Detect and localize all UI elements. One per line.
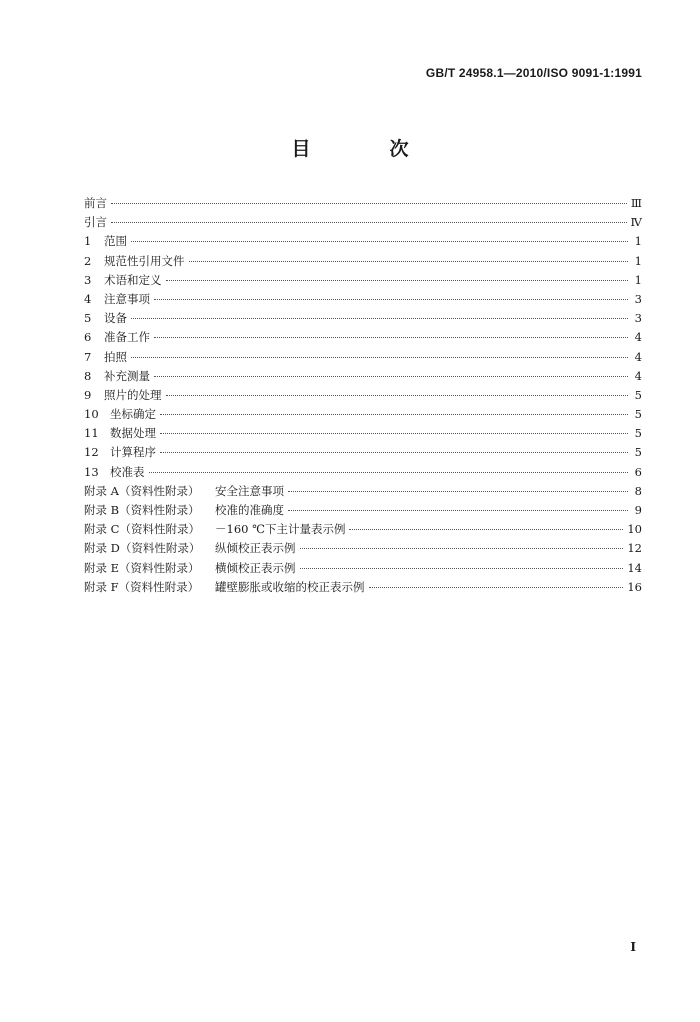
dot-leader [288, 510, 628, 511]
toc-entry-label [84, 310, 127, 326]
toc-entry[interactable] [84, 406, 642, 425]
toc-entry-page: 16 [627, 579, 642, 594]
toc-entry-title: 罐壁膨胀或收缩的校正表示例 [215, 579, 365, 594]
dot-leader [166, 280, 629, 281]
toc-entry-page: Ⅲ [630, 196, 642, 210]
toc-entry-title: 校准表 [110, 464, 145, 479]
dot-leader [160, 433, 628, 434]
toc-entry[interactable] [84, 502, 642, 521]
toc-entry-appendix: 附录 C（资料性附录） [84, 522, 200, 537]
toc-entry-page: 4 [634, 368, 642, 383]
toc-entry-page: 5 [634, 407, 642, 422]
toc-entry-label [84, 253, 185, 269]
toc-entry-title: 术语和定义 [104, 272, 162, 287]
toc-entry[interactable] [84, 444, 642, 463]
toc-entry[interactable] [84, 195, 642, 214]
toc-entry-number: 12 [84, 445, 99, 460]
dot-leader [189, 261, 629, 262]
toc-entry-label [84, 560, 296, 576]
dot-leader [369, 587, 624, 588]
toc-entry-number: 11 [84, 426, 99, 441]
toc-entry[interactable] [84, 464, 642, 483]
toc-entry-page: 5 [634, 387, 642, 402]
toc-entry[interactable] [84, 425, 642, 444]
toc-entry[interactable] [84, 310, 642, 329]
toc-entry-title: 注意事项 [104, 291, 150, 306]
toc-entry-number: 4 [84, 291, 92, 306]
dot-leader [111, 203, 627, 204]
toc-entry-appendix: 附录 B（资料性附录） [84, 503, 200, 517]
toc-entry-page: 4 [634, 330, 642, 345]
toc-entry[interactable] [84, 253, 642, 272]
dot-leader [131, 241, 628, 242]
toc-entry-label [84, 272, 162, 288]
page-number: I [630, 940, 636, 954]
toc-entry-appendix: 附录 E（资料性附录） [84, 560, 200, 575]
toc-entry-page: Ⅳ [630, 215, 642, 230]
toc-entry[interactable] [84, 483, 642, 502]
dot-leader [111, 222, 627, 223]
toc-entry-title: 数据处理 [110, 426, 156, 441]
toc-entry-label [84, 406, 156, 422]
toc-entry-title: 引言 [84, 215, 107, 230]
toc-entry-appendix: 附录 D（资料性附录） [84, 541, 201, 556]
toc-entry[interactable] [84, 368, 642, 387]
toc-entry[interactable] [84, 540, 642, 559]
toc-entry-title: 准备工作 [104, 330, 150, 345]
toc-entry-title: 纵倾校正表示例 [215, 541, 296, 556]
toc-entry-number: 5 [84, 311, 92, 326]
dot-leader [154, 376, 628, 377]
toc-entry-title: －160 ℃下主计量表示例 [215, 522, 346, 537]
toc-entry[interactable] [84, 579, 642, 598]
toc-entry-title: 坐标确定 [110, 407, 156, 422]
toc-entry-label [84, 195, 107, 211]
dot-leader [149, 472, 629, 473]
toc-entry-label [84, 349, 127, 365]
toc-entry-title: 校准的准确度 [215, 503, 284, 517]
toc-entry-appendix: 附录 F（资料性附录） [84, 579, 200, 594]
toc-entry-page: 5 [634, 445, 642, 460]
dot-leader [300, 568, 624, 569]
toc-entry-label [84, 521, 345, 537]
dot-leader [154, 299, 628, 300]
dot-leader [349, 529, 623, 530]
toc-entry-page: 4 [634, 349, 642, 364]
toc-entry-number: 7 [84, 349, 92, 364]
toc-entry-title: 前言 [84, 196, 107, 210]
toc-entry-label [84, 540, 296, 556]
toc-entry-label [84, 579, 365, 595]
dot-leader [160, 452, 628, 453]
toc-entry-label [84, 368, 150, 384]
toc-entry-page: 10 [627, 522, 642, 537]
table-of-contents [84, 195, 642, 598]
toc-entry-number: 1 [84, 234, 92, 249]
toc-entry-title: 安全注意事项 [215, 483, 284, 498]
toc-entry-label [84, 387, 162, 403]
toc-entry-page: 14 [627, 560, 642, 575]
toc-entry-page: 12 [627, 541, 642, 556]
toc-entry[interactable] [84, 272, 642, 291]
toc-entry-label [84, 464, 145, 480]
toc-entry-number: 3 [84, 272, 92, 287]
toc-entry[interactable] [84, 387, 642, 406]
standard-code: GB/T 24958.1—2010/ISO 9091-1:1991 [425, 66, 642, 80]
toc-entry[interactable] [84, 214, 642, 233]
toc-entry-page: 8 [634, 483, 642, 498]
dot-leader [154, 337, 628, 338]
toc-entry-number: 8 [84, 368, 92, 383]
toc-entry-label [84, 444, 156, 460]
toc-entry[interactable] [84, 233, 642, 252]
toc-entry-page: 9 [634, 503, 642, 517]
toc-entry-page: 5 [634, 426, 642, 441]
dot-leader [160, 414, 628, 415]
toc-entry[interactable] [84, 521, 642, 540]
toc-entry-label [84, 502, 284, 518]
toc-entry-page: 1 [634, 253, 642, 268]
toc-entry[interactable] [84, 291, 642, 310]
toc-entry-title: 横倾校正表示例 [215, 560, 296, 575]
toc-entry-page: 3 [634, 311, 642, 326]
toc-entry-title: 拍照 [104, 349, 127, 364]
toc-entry-label [84, 291, 150, 307]
toc-entry-title: 设备 [104, 311, 127, 326]
toc-entry-label [84, 214, 107, 230]
dot-leader [288, 491, 628, 492]
toc-entry-number: 2 [84, 253, 92, 268]
page-title: 目 次 [291, 138, 439, 160]
toc-entry-number: 13 [84, 464, 99, 479]
toc-entry-title: 补充测量 [104, 368, 150, 383]
toc-entry[interactable] [84, 349, 642, 368]
dot-leader [131, 318, 628, 319]
toc-entry-number: 6 [84, 330, 92, 345]
toc-entry-title: 照片的处理 [104, 387, 162, 402]
dot-leader [300, 548, 624, 549]
toc-entry-page: 6 [634, 464, 642, 479]
toc-entry-title: 范围 [104, 234, 127, 249]
toc-entry-label [84, 483, 284, 499]
toc-entry-number: 10 [84, 407, 99, 422]
toc-entry-label [84, 329, 150, 345]
toc-entry-title: 规范性引用文件 [104, 253, 185, 268]
toc-entry[interactable] [84, 329, 642, 348]
toc-entry-appendix: 附录 A（资料性附录） [84, 483, 200, 498]
toc-entry[interactable] [84, 560, 642, 579]
dot-leader [131, 357, 628, 358]
toc-entry-label [84, 233, 127, 249]
toc-entry-page: 1 [634, 272, 642, 287]
toc-entry-title: 计算程序 [110, 445, 156, 460]
toc-entry-page: 3 [634, 291, 642, 306]
toc-entry-page: 1 [634, 234, 642, 249]
dot-leader [166, 395, 629, 396]
toc-entry-number: 9 [84, 387, 92, 402]
toc-entry-label [84, 425, 156, 441]
